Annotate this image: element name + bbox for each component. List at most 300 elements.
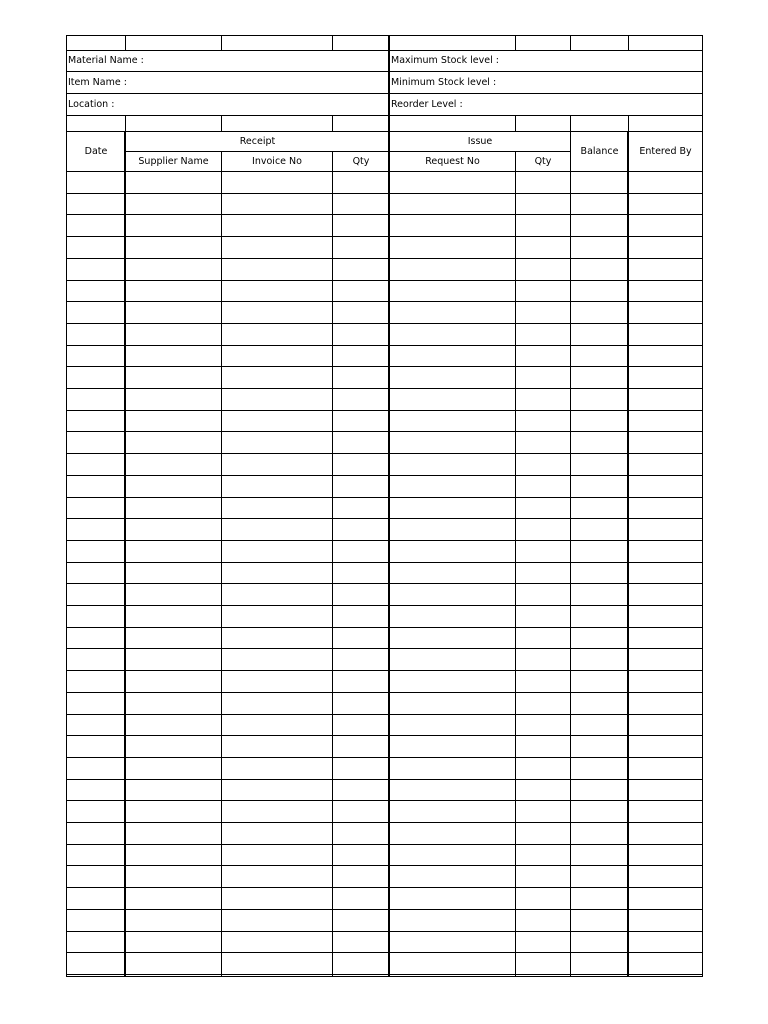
row-cell-supplier-name[interactable]: [125, 952, 222, 975]
row-cell-date[interactable]: [66, 844, 126, 866]
row-cell-request-no[interactable]: [389, 670, 516, 693]
row-cell-invoice-no[interactable]: [221, 909, 333, 932]
material-name-field[interactable]: [66, 50, 390, 72]
row-cell-entered-by[interactable]: [628, 865, 703, 888]
row-cell-entered-by[interactable]: [628, 453, 703, 476]
row-cell-issue-qty[interactable]: [515, 583, 571, 606]
row-cell-receipt-qty[interactable]: [332, 800, 390, 823]
row-cell-invoice-no[interactable]: [221, 171, 333, 194]
row-cell-receipt-qty[interactable]: [332, 974, 390, 977]
row-cell-balance[interactable]: [570, 193, 629, 215]
row-cell-supplier-name[interactable]: [125, 583, 222, 606]
row-cell-date[interactable]: [66, 214, 126, 237]
row-cell-invoice-no[interactable]: [221, 670, 333, 693]
row-cell-balance[interactable]: [570, 453, 629, 476]
row-cell-issue-qty[interactable]: [515, 171, 571, 194]
row-cell-date[interactable]: [66, 518, 126, 541]
row-cell-issue-qty[interactable]: [515, 779, 571, 801]
row-cell-request-no[interactable]: [389, 431, 516, 454]
row-cell-receipt-qty[interactable]: [332, 670, 390, 693]
row-cell-receipt-qty[interactable]: [332, 605, 390, 628]
row-cell-receipt-qty[interactable]: [332, 931, 390, 953]
row-cell-issue-qty[interactable]: [515, 887, 571, 910]
row-cell-balance[interactable]: [570, 800, 629, 823]
row-cell-issue-qty[interactable]: [515, 258, 571, 281]
row-cell-receipt-qty[interactable]: [332, 518, 390, 541]
row-cell-issue-qty[interactable]: [515, 692, 571, 715]
row-cell-balance[interactable]: [570, 931, 629, 953]
reorder-level-field[interactable]: [389, 93, 703, 116]
row-cell-supplier-name[interactable]: [125, 453, 222, 476]
row-cell-date[interactable]: [66, 583, 126, 606]
row-cell-receipt-qty[interactable]: [332, 648, 390, 671]
row-cell-invoice-no[interactable]: [221, 475, 333, 498]
row-cell-issue-qty[interactable]: [515, 974, 571, 977]
row-cell-entered-by[interactable]: [628, 670, 703, 693]
row-cell-entered-by[interactable]: [628, 735, 703, 758]
row-cell-date[interactable]: [66, 627, 126, 649]
row-cell-date[interactable]: [66, 280, 126, 302]
row-cell-receipt-qty[interactable]: [332, 952, 390, 975]
row-cell-balance[interactable]: [570, 822, 629, 845]
row-cell-receipt-qty[interactable]: [332, 583, 390, 606]
row-cell-issue-qty[interactable]: [515, 475, 571, 498]
row-cell-invoice-no[interactable]: [221, 865, 333, 888]
row-cell-invoice-no[interactable]: [221, 887, 333, 910]
row-cell-request-no[interactable]: [389, 692, 516, 715]
row-cell-date[interactable]: [66, 366, 126, 389]
row-cell-balance[interactable]: [570, 280, 629, 302]
row-cell-invoice-no[interactable]: [221, 258, 333, 281]
row-cell-request-no[interactable]: [389, 366, 516, 389]
row-cell-invoice-no[interactable]: [221, 735, 333, 758]
row-cell-invoice-no[interactable]: [221, 562, 333, 584]
row-cell-date[interactable]: [66, 345, 126, 367]
row-cell-entered-by[interactable]: [628, 366, 703, 389]
row-cell-invoice-no[interactable]: [221, 648, 333, 671]
row-cell-supplier-name[interactable]: [125, 410, 222, 432]
row-cell-invoice-no[interactable]: [221, 345, 333, 367]
row-cell-balance[interactable]: [570, 366, 629, 389]
row-cell-balance[interactable]: [570, 692, 629, 715]
row-cell-request-no[interactable]: [389, 410, 516, 432]
row-cell-invoice-no[interactable]: [221, 844, 333, 866]
row-cell-issue-qty[interactable]: [515, 909, 571, 932]
row-cell-supplier-name[interactable]: [125, 475, 222, 498]
row-cell-request-no[interactable]: [389, 258, 516, 281]
row-cell-issue-qty[interactable]: [515, 605, 571, 628]
row-cell-supplier-name[interactable]: [125, 931, 222, 953]
item-name-field[interactable]: [66, 71, 390, 94]
row-cell-balance[interactable]: [570, 583, 629, 606]
row-cell-issue-qty[interactable]: [515, 648, 571, 671]
row-cell-receipt-qty[interactable]: [332, 301, 390, 324]
row-cell-receipt-qty[interactable]: [332, 366, 390, 389]
row-cell-balance[interactable]: [570, 214, 629, 237]
row-cell-supplier-name[interactable]: [125, 431, 222, 454]
row-cell-date[interactable]: [66, 431, 126, 454]
row-cell-receipt-qty[interactable]: [332, 844, 390, 866]
row-cell-date[interactable]: [66, 822, 126, 845]
row-cell-date[interactable]: [66, 974, 126, 977]
row-cell-date[interactable]: [66, 865, 126, 888]
row-cell-request-no[interactable]: [389, 388, 516, 411]
row-cell-entered-by[interactable]: [628, 800, 703, 823]
row-cell-invoice-no[interactable]: [221, 410, 333, 432]
row-cell-entered-by[interactable]: [628, 779, 703, 801]
row-cell-entered-by[interactable]: [628, 193, 703, 215]
row-cell-request-no[interactable]: [389, 214, 516, 237]
row-cell-issue-qty[interactable]: [515, 670, 571, 693]
row-cell-invoice-no[interactable]: [221, 323, 333, 346]
row-cell-date[interactable]: [66, 410, 126, 432]
row-cell-balance[interactable]: [570, 410, 629, 432]
row-cell-entered-by[interactable]: [628, 258, 703, 281]
row-cell-supplier-name[interactable]: [125, 865, 222, 888]
row-cell-balance[interactable]: [570, 562, 629, 584]
row-cell-request-no[interactable]: [389, 909, 516, 932]
row-cell-receipt-qty[interactable]: [332, 214, 390, 237]
row-cell-entered-by[interactable]: [628, 692, 703, 715]
row-cell-invoice-no[interactable]: [221, 388, 333, 411]
row-cell-request-no[interactable]: [389, 193, 516, 215]
row-cell-supplier-name[interactable]: [125, 779, 222, 801]
row-cell-supplier-name[interactable]: [125, 562, 222, 584]
row-cell-balance[interactable]: [570, 388, 629, 411]
row-cell-receipt-qty[interactable]: [332, 345, 390, 367]
row-cell-receipt-qty[interactable]: [332, 497, 390, 519]
row-cell-request-no[interactable]: [389, 605, 516, 628]
row-cell-issue-qty[interactable]: [515, 323, 571, 346]
row-cell-balance[interactable]: [570, 865, 629, 888]
row-cell-issue-qty[interactable]: [515, 562, 571, 584]
row-cell-balance[interactable]: [570, 475, 629, 498]
row-cell-invoice-no[interactable]: [221, 974, 333, 977]
row-cell-issue-qty[interactable]: [515, 800, 571, 823]
row-cell-date[interactable]: [66, 497, 126, 519]
row-cell-receipt-qty[interactable]: [332, 887, 390, 910]
row-cell-receipt-qty[interactable]: [332, 779, 390, 801]
row-cell-supplier-name[interactable]: [125, 974, 222, 977]
row-cell-invoice-no[interactable]: [221, 822, 333, 845]
row-cell-request-no[interactable]: [389, 562, 516, 584]
row-cell-request-no[interactable]: [389, 648, 516, 671]
row-cell-supplier-name[interactable]: [125, 345, 222, 367]
row-cell-issue-qty[interactable]: [515, 366, 571, 389]
row-cell-issue-qty[interactable]: [515, 236, 571, 259]
row-cell-entered-by[interactable]: [628, 714, 703, 736]
row-cell-invoice-no[interactable]: [221, 757, 333, 780]
row-cell-entered-by[interactable]: [628, 627, 703, 649]
row-cell-balance[interactable]: [570, 605, 629, 628]
row-cell-supplier-name[interactable]: [125, 258, 222, 281]
row-cell-entered-by[interactable]: [628, 214, 703, 237]
row-cell-date[interactable]: [66, 236, 126, 259]
row-cell-request-no[interactable]: [389, 583, 516, 606]
row-cell-invoice-no[interactable]: [221, 952, 333, 975]
row-cell-date[interactable]: [66, 952, 126, 975]
row-cell-request-no[interactable]: [389, 497, 516, 519]
row-cell-supplier-name[interactable]: [125, 540, 222, 563]
row-cell-receipt-qty[interactable]: [332, 431, 390, 454]
row-cell-supplier-name[interactable]: [125, 388, 222, 411]
row-cell-date[interactable]: [66, 475, 126, 498]
row-cell-balance[interactable]: [570, 301, 629, 324]
row-cell-entered-by[interactable]: [628, 171, 703, 194]
row-cell-issue-qty[interactable]: [515, 431, 571, 454]
row-cell-issue-qty[interactable]: [515, 193, 571, 215]
row-cell-entered-by[interactable]: [628, 410, 703, 432]
row-cell-receipt-qty[interactable]: [332, 453, 390, 476]
row-cell-date[interactable]: [66, 193, 126, 215]
row-cell-invoice-no[interactable]: [221, 714, 333, 736]
row-cell-entered-by[interactable]: [628, 757, 703, 780]
row-cell-entered-by[interactable]: [628, 974, 703, 977]
row-cell-invoice-no[interactable]: [221, 193, 333, 215]
row-cell-issue-qty[interactable]: [515, 952, 571, 975]
row-cell-balance[interactable]: [570, 952, 629, 975]
row-cell-date[interactable]: [66, 931, 126, 953]
row-cell-receipt-qty[interactable]: [332, 410, 390, 432]
row-cell-issue-qty[interactable]: [515, 453, 571, 476]
location-field[interactable]: [66, 93, 390, 116]
row-cell-balance[interactable]: [570, 648, 629, 671]
row-cell-date[interactable]: [66, 670, 126, 693]
row-cell-entered-by[interactable]: [628, 323, 703, 346]
row-cell-balance[interactable]: [570, 258, 629, 281]
min-stock-field[interactable]: [389, 71, 703, 94]
row-cell-supplier-name[interactable]: [125, 366, 222, 389]
row-cell-date[interactable]: [66, 714, 126, 736]
row-cell-request-no[interactable]: [389, 779, 516, 801]
row-cell-receipt-qty[interactable]: [332, 692, 390, 715]
row-cell-date[interactable]: [66, 171, 126, 194]
row-cell-issue-qty[interactable]: [515, 714, 571, 736]
row-cell-request-no[interactable]: [389, 974, 516, 977]
row-cell-balance[interactable]: [570, 627, 629, 649]
row-cell-invoice-no[interactable]: [221, 366, 333, 389]
row-cell-issue-qty[interactable]: [515, 214, 571, 237]
row-cell-date[interactable]: [66, 800, 126, 823]
row-cell-request-no[interactable]: [389, 280, 516, 302]
row-cell-issue-qty[interactable]: [515, 735, 571, 758]
row-cell-balance[interactable]: [570, 171, 629, 194]
row-cell-invoice-no[interactable]: [221, 236, 333, 259]
row-cell-supplier-name[interactable]: [125, 280, 222, 302]
row-cell-receipt-qty[interactable]: [332, 171, 390, 194]
row-cell-invoice-no[interactable]: [221, 605, 333, 628]
row-cell-request-no[interactable]: [389, 345, 516, 367]
row-cell-balance[interactable]: [570, 909, 629, 932]
row-cell-entered-by[interactable]: [628, 562, 703, 584]
row-cell-entered-by[interactable]: [628, 280, 703, 302]
row-cell-supplier-name[interactable]: [125, 193, 222, 215]
row-cell-receipt-qty[interactable]: [332, 909, 390, 932]
row-cell-supplier-name[interactable]: [125, 909, 222, 932]
row-cell-supplier-name[interactable]: [125, 692, 222, 715]
row-cell-supplier-name[interactable]: [125, 518, 222, 541]
row-cell-request-no[interactable]: [389, 714, 516, 736]
row-cell-entered-by[interactable]: [628, 583, 703, 606]
row-cell-date[interactable]: [66, 757, 126, 780]
row-cell-invoice-no[interactable]: [221, 627, 333, 649]
row-cell-issue-qty[interactable]: [515, 388, 571, 411]
row-cell-date[interactable]: [66, 258, 126, 281]
row-cell-receipt-qty[interactable]: [332, 540, 390, 563]
row-cell-issue-qty[interactable]: [515, 844, 571, 866]
row-cell-supplier-name[interactable]: [125, 844, 222, 866]
row-cell-receipt-qty[interactable]: [332, 627, 390, 649]
row-cell-receipt-qty[interactable]: [332, 562, 390, 584]
row-cell-request-no[interactable]: [389, 931, 516, 953]
row-cell-supplier-name[interactable]: [125, 301, 222, 324]
row-cell-balance[interactable]: [570, 714, 629, 736]
row-cell-entered-by[interactable]: [628, 518, 703, 541]
row-cell-balance[interactable]: [570, 887, 629, 910]
row-cell-supplier-name[interactable]: [125, 714, 222, 736]
row-cell-date[interactable]: [66, 909, 126, 932]
row-cell-date[interactable]: [66, 887, 126, 910]
row-cell-receipt-qty[interactable]: [332, 388, 390, 411]
row-cell-issue-qty[interactable]: [515, 757, 571, 780]
row-cell-issue-qty[interactable]: [515, 865, 571, 888]
row-cell-request-no[interactable]: [389, 171, 516, 194]
row-cell-balance[interactable]: [570, 431, 629, 454]
row-cell-issue-qty[interactable]: [515, 627, 571, 649]
row-cell-receipt-qty[interactable]: [332, 193, 390, 215]
row-cell-entered-by[interactable]: [628, 497, 703, 519]
row-cell-supplier-name[interactable]: [125, 497, 222, 519]
row-cell-issue-qty[interactable]: [515, 540, 571, 563]
row-cell-invoice-no[interactable]: [221, 692, 333, 715]
row-cell-receipt-qty[interactable]: [332, 475, 390, 498]
row-cell-receipt-qty[interactable]: [332, 735, 390, 758]
row-cell-request-no[interactable]: [389, 887, 516, 910]
row-cell-supplier-name[interactable]: [125, 648, 222, 671]
row-cell-balance[interactable]: [570, 779, 629, 801]
row-cell-supplier-name[interactable]: [125, 800, 222, 823]
row-cell-date[interactable]: [66, 388, 126, 411]
row-cell-receipt-qty[interactable]: [332, 757, 390, 780]
row-cell-balance[interactable]: [570, 844, 629, 866]
row-cell-entered-by[interactable]: [628, 648, 703, 671]
row-cell-request-no[interactable]: [389, 518, 516, 541]
row-cell-date[interactable]: [66, 540, 126, 563]
row-cell-entered-by[interactable]: [628, 345, 703, 367]
row-cell-supplier-name[interactable]: [125, 171, 222, 194]
row-cell-request-no[interactable]: [389, 236, 516, 259]
row-cell-balance[interactable]: [570, 345, 629, 367]
row-cell-entered-by[interactable]: [628, 431, 703, 454]
row-cell-balance[interactable]: [570, 236, 629, 259]
row-cell-balance[interactable]: [570, 757, 629, 780]
row-cell-entered-by[interactable]: [628, 844, 703, 866]
row-cell-request-no[interactable]: [389, 323, 516, 346]
row-cell-entered-by[interactable]: [628, 301, 703, 324]
row-cell-receipt-qty[interactable]: [332, 714, 390, 736]
row-cell-balance[interactable]: [570, 735, 629, 758]
row-cell-invoice-no[interactable]: [221, 800, 333, 823]
row-cell-invoice-no[interactable]: [221, 214, 333, 237]
row-cell-balance[interactable]: [570, 670, 629, 693]
row-cell-request-no[interactable]: [389, 800, 516, 823]
row-cell-issue-qty[interactable]: [515, 301, 571, 324]
row-cell-invoice-no[interactable]: [221, 540, 333, 563]
row-cell-invoice-no[interactable]: [221, 453, 333, 476]
row-cell-date[interactable]: [66, 453, 126, 476]
row-cell-receipt-qty[interactable]: [332, 323, 390, 346]
row-cell-request-no[interactable]: [389, 627, 516, 649]
row-cell-issue-qty[interactable]: [515, 497, 571, 519]
row-cell-date[interactable]: [66, 648, 126, 671]
row-cell-balance[interactable]: [570, 540, 629, 563]
row-cell-date[interactable]: [66, 692, 126, 715]
row-cell-request-no[interactable]: [389, 301, 516, 324]
row-cell-entered-by[interactable]: [628, 605, 703, 628]
row-cell-balance[interactable]: [570, 323, 629, 346]
row-cell-receipt-qty[interactable]: [332, 258, 390, 281]
row-cell-receipt-qty[interactable]: [332, 236, 390, 259]
row-cell-request-no[interactable]: [389, 475, 516, 498]
row-cell-date[interactable]: [66, 779, 126, 801]
row-cell-entered-by[interactable]: [628, 475, 703, 498]
row-cell-entered-by[interactable]: [628, 952, 703, 975]
row-cell-invoice-no[interactable]: [221, 301, 333, 324]
row-cell-request-no[interactable]: [389, 952, 516, 975]
row-cell-issue-qty[interactable]: [515, 280, 571, 302]
row-cell-issue-qty[interactable]: [515, 345, 571, 367]
row-cell-receipt-qty[interactable]: [332, 822, 390, 845]
row-cell-request-no[interactable]: [389, 865, 516, 888]
row-cell-entered-by[interactable]: [628, 388, 703, 411]
row-cell-entered-by[interactable]: [628, 931, 703, 953]
row-cell-issue-qty[interactable]: [515, 410, 571, 432]
row-cell-date[interactable]: [66, 605, 126, 628]
row-cell-invoice-no[interactable]: [221, 779, 333, 801]
row-cell-invoice-no[interactable]: [221, 518, 333, 541]
row-cell-supplier-name[interactable]: [125, 735, 222, 758]
row-cell-invoice-no[interactable]: [221, 431, 333, 454]
row-cell-supplier-name[interactable]: [125, 323, 222, 346]
row-cell-supplier-name[interactable]: [125, 822, 222, 845]
max-stock-field[interactable]: [389, 50, 703, 72]
row-cell-entered-by[interactable]: [628, 540, 703, 563]
row-cell-date[interactable]: [66, 562, 126, 584]
row-cell-entered-by[interactable]: [628, 236, 703, 259]
row-cell-request-no[interactable]: [389, 453, 516, 476]
row-cell-date[interactable]: [66, 735, 126, 758]
row-cell-date[interactable]: [66, 323, 126, 346]
row-cell-invoice-no[interactable]: [221, 583, 333, 606]
row-cell-balance[interactable]: [570, 497, 629, 519]
row-cell-issue-qty[interactable]: [515, 518, 571, 541]
row-cell-balance[interactable]: [570, 518, 629, 541]
row-cell-supplier-name[interactable]: [125, 887, 222, 910]
row-cell-supplier-name[interactable]: [125, 670, 222, 693]
row-cell-request-no[interactable]: [389, 540, 516, 563]
row-cell-issue-qty[interactable]: [515, 822, 571, 845]
row-cell-supplier-name[interactable]: [125, 757, 222, 780]
row-cell-entered-by[interactable]: [628, 909, 703, 932]
row-cell-request-no[interactable]: [389, 757, 516, 780]
row-cell-invoice-no[interactable]: [221, 280, 333, 302]
row-cell-supplier-name[interactable]: [125, 605, 222, 628]
row-cell-entered-by[interactable]: [628, 822, 703, 845]
row-cell-request-no[interactable]: [389, 735, 516, 758]
row-cell-supplier-name[interactable]: [125, 236, 222, 259]
row-cell-supplier-name[interactable]: [125, 214, 222, 237]
row-cell-issue-qty[interactable]: [515, 931, 571, 953]
